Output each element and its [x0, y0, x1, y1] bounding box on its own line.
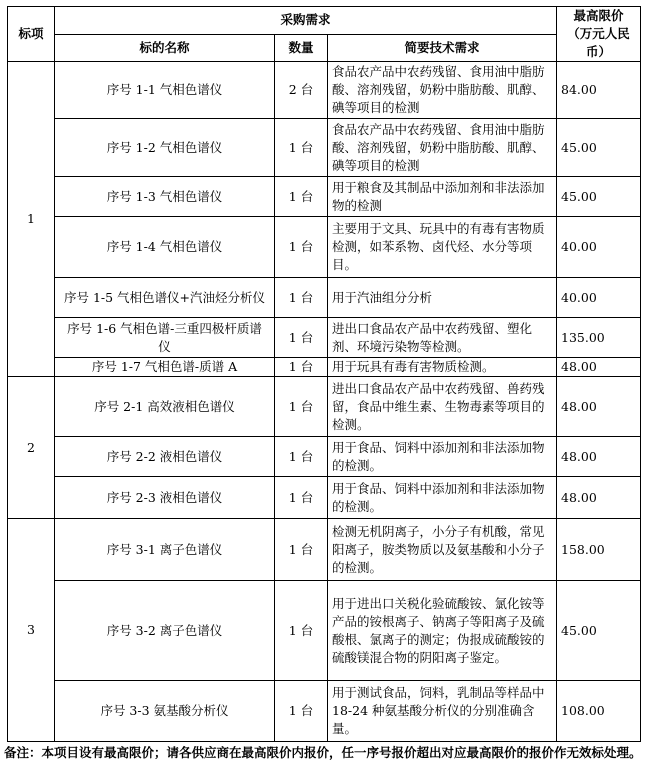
item-qty: 2 台	[275, 62, 328, 119]
item-req: 用于食品、饲料中添加剂和非法添加物的检测。	[328, 437, 557, 477]
item-price: 45.00	[557, 119, 641, 177]
remark-note: 备注：本项目设有最高限价；请各供应商在最高限价内报价，任一序号报价超出对应最高限价的报价作无效标处理。	[4, 745, 642, 760]
item-qty: 1 台	[275, 519, 328, 581]
header-tech-req: 简要技术需求	[328, 34, 557, 62]
item-req: 用于汽油组分分析	[328, 278, 557, 318]
item-req: 用于进出口关税化验硫酸铵、氯化铵等产品的铵根离子、钠离子等阳离子及硫酸根、氯离子的测定；伪报成硫酸铵的硫酸镁混合物的阴阳离子鉴定。	[328, 581, 557, 681]
item-qty: 1 台	[275, 278, 328, 318]
item-price: 40.00	[557, 217, 641, 278]
item-req: 用于测试食品，饲料，乳制品等样品中 18-24 种氨基酸分析仪的分别准确含量。	[328, 681, 557, 742]
header-procurement: 采购需求	[55, 7, 557, 35]
header-item-name: 标的名称	[55, 34, 275, 62]
item-price: 48.00	[557, 437, 641, 477]
section-id: 3	[8, 519, 55, 742]
item-price: 158.00	[557, 519, 641, 581]
item-price: 48.00	[557, 358, 641, 377]
item-req: 用于食品、饲料中添加剂和非法添加物的检测。	[328, 477, 557, 519]
item-name: 序号 1-6 气相色谱-三重四极杆质谱仪	[55, 318, 275, 358]
item-name: 序号 1-2 气相色谱仪	[55, 119, 275, 177]
item-req: 用于玩具有毒有害物质检测。	[328, 358, 557, 377]
item-qty: 1 台	[275, 681, 328, 742]
item-price: 48.00	[557, 377, 641, 437]
item-name: 序号 1-1 气相色谱仪	[55, 62, 275, 119]
header-bid-section: 标项	[8, 7, 55, 62]
item-qty: 1 台	[275, 477, 328, 519]
item-name: 序号 3-3 氨基酸分析仪	[55, 681, 275, 742]
item-req: 进出口食品农产品中农药残留、塑化剂、环境污染物等检测。	[328, 318, 557, 358]
item-price: 48.00	[557, 477, 641, 519]
item-qty: 1 台	[275, 437, 328, 477]
item-price: 40.00	[557, 278, 641, 318]
item-name: 序号 2-2 液相色谱仪	[55, 437, 275, 477]
section-id: 1	[8, 62, 55, 377]
header-max-price: 最高限价 （万元人民币）	[557, 7, 641, 62]
item-name: 序号 1-5 气相色谱仪+汽油烃分析仪	[55, 278, 275, 318]
item-qty: 1 台	[275, 177, 328, 217]
item-qty: 1 台	[275, 377, 328, 437]
item-name: 序号 2-1 高效液相色谱仪	[55, 377, 275, 437]
item-name: 序号 1-7 气相色谱-质谱 A	[55, 358, 275, 377]
item-name: 序号 3-2 离子色谱仪	[55, 581, 275, 681]
item-name: 序号 1-3 气相色谱仪	[55, 177, 275, 217]
item-price: 45.00	[557, 581, 641, 681]
item-price: 84.00	[557, 62, 641, 119]
item-qty: 1 台	[275, 119, 328, 177]
section-id: 2	[8, 377, 55, 519]
item-price: 108.00	[557, 681, 641, 742]
item-req: 食品农产品中农药残留、食用油中脂肪酸、溶剂残留，奶粉中脂肪酸、肌醇、碘等项目的检测	[328, 119, 557, 177]
item-req: 主要用于文具、玩具中的有毒有害物质检测，如苯系物、卤代烃、水分等项目。	[328, 217, 557, 278]
item-qty: 1 台	[275, 581, 328, 681]
item-qty: 1 台	[275, 318, 328, 358]
item-req: 进出口食品农产品中农药残留、兽药残留，食品中维生素、生物毒素等项目的检测。	[328, 377, 557, 437]
item-req: 食品农产品中农药残留、食用油中脂肪酸、溶剂残留，奶粉中脂肪酸、肌醇、碘等项目的检测	[328, 62, 557, 119]
header-quantity: 数量	[275, 34, 328, 62]
item-req: 用于粮食及其制品中添加剂和非法添加物的检测	[328, 177, 557, 217]
item-req: 检测无机阴离子，小分子有机酸，常见阳离子，胺类物质以及氨基酸和小分子的检测。	[328, 519, 557, 581]
item-qty: 1 台	[275, 358, 328, 377]
item-qty: 1 台	[275, 217, 328, 278]
item-price: 135.00	[557, 318, 641, 358]
item-name: 序号 2-3 液相色谱仪	[55, 477, 275, 519]
item-name: 序号 3-1 离子色谱仪	[55, 519, 275, 581]
item-price: 45.00	[557, 177, 641, 217]
procurement-table	[7, 6, 641, 742]
item-name: 序号 1-4 气相色谱仪	[55, 217, 275, 278]
